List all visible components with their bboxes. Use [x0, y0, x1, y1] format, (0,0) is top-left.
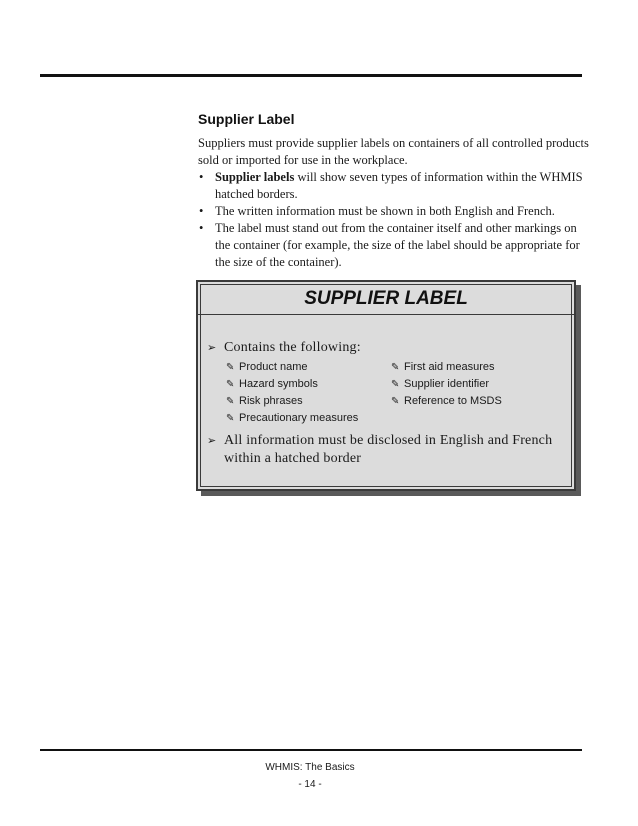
box-divider: [198, 314, 574, 315]
list-item: [391, 376, 502, 393]
point-text: Contains the following:: [224, 340, 361, 355]
items-right-column: [391, 359, 502, 410]
list-item: [226, 376, 358, 393]
footer-title: WHMIS: The Basics: [265, 762, 355, 773]
top-rule: [40, 74, 582, 77]
bullet-item: [198, 220, 590, 271]
bullet-dot: •: [199, 221, 204, 235]
item-label: Hazard symbols: [239, 378, 318, 390]
arrow-icon: ➢: [207, 434, 217, 447]
check-icon: ✎: [226, 379, 235, 390]
bullet-item: [198, 203, 590, 220]
arrow-icon: ➢: [207, 341, 217, 354]
list-item: [391, 359, 502, 376]
item-label: Supplier identifier: [404, 378, 489, 390]
point-text-line2: within a hatched border: [224, 451, 362, 466]
page-number: - 14 -: [298, 779, 322, 790]
bottom-rule: [40, 749, 582, 751]
bullet-item: [198, 169, 590, 203]
supplier-label-box: [196, 280, 576, 491]
list-item: [391, 393, 502, 410]
check-icon: ✎: [226, 413, 235, 424]
item-label: Product name: [239, 361, 308, 373]
intro-paragraph: Suppliers must provide supplier labels on containers of all controlled products sold or imported for use in the workplace.: [198, 136, 589, 167]
check-icon: ✎: [391, 396, 400, 407]
box-point-contains: [207, 339, 361, 357]
bullet-text: will show seven types of information within the WHMIS hatched borders.: [215, 170, 583, 201]
bullet-dot: •: [199, 170, 204, 184]
list-item: [226, 359, 358, 376]
check-icon: ✎: [226, 362, 235, 373]
item-label: Risk phrases: [239, 395, 303, 407]
list-item: [226, 410, 358, 427]
check-icon: ✎: [391, 362, 400, 373]
check-icon: ✎: [226, 396, 235, 407]
item-label: Precautionary measures: [239, 412, 359, 424]
items-left-column: [226, 359, 358, 427]
item-label: First aid measures: [404, 361, 495, 373]
bullet-bold-text: Supplier labels: [215, 170, 295, 184]
list-item: [226, 393, 358, 410]
point-text-line1: All information must be disclosed in English and French: [224, 433, 553, 448]
item-label: Reference to MSDS: [404, 395, 502, 407]
section-heading: Supplier Label: [198, 111, 295, 127]
box-title: SUPPLIER LABEL: [304, 288, 468, 309]
bullet-text: The label must stand out from the container itself and other markings on the container (for example, the size of the label should be appropriate for the size of the container).: [215, 221, 580, 269]
bullet-list: [198, 169, 590, 271]
box-point-disclosure: [207, 432, 567, 468]
check-icon: ✎: [391, 379, 400, 390]
bullet-dot: •: [199, 204, 204, 218]
bullet-text: The written information must be shown in both English and French.: [215, 204, 555, 218]
